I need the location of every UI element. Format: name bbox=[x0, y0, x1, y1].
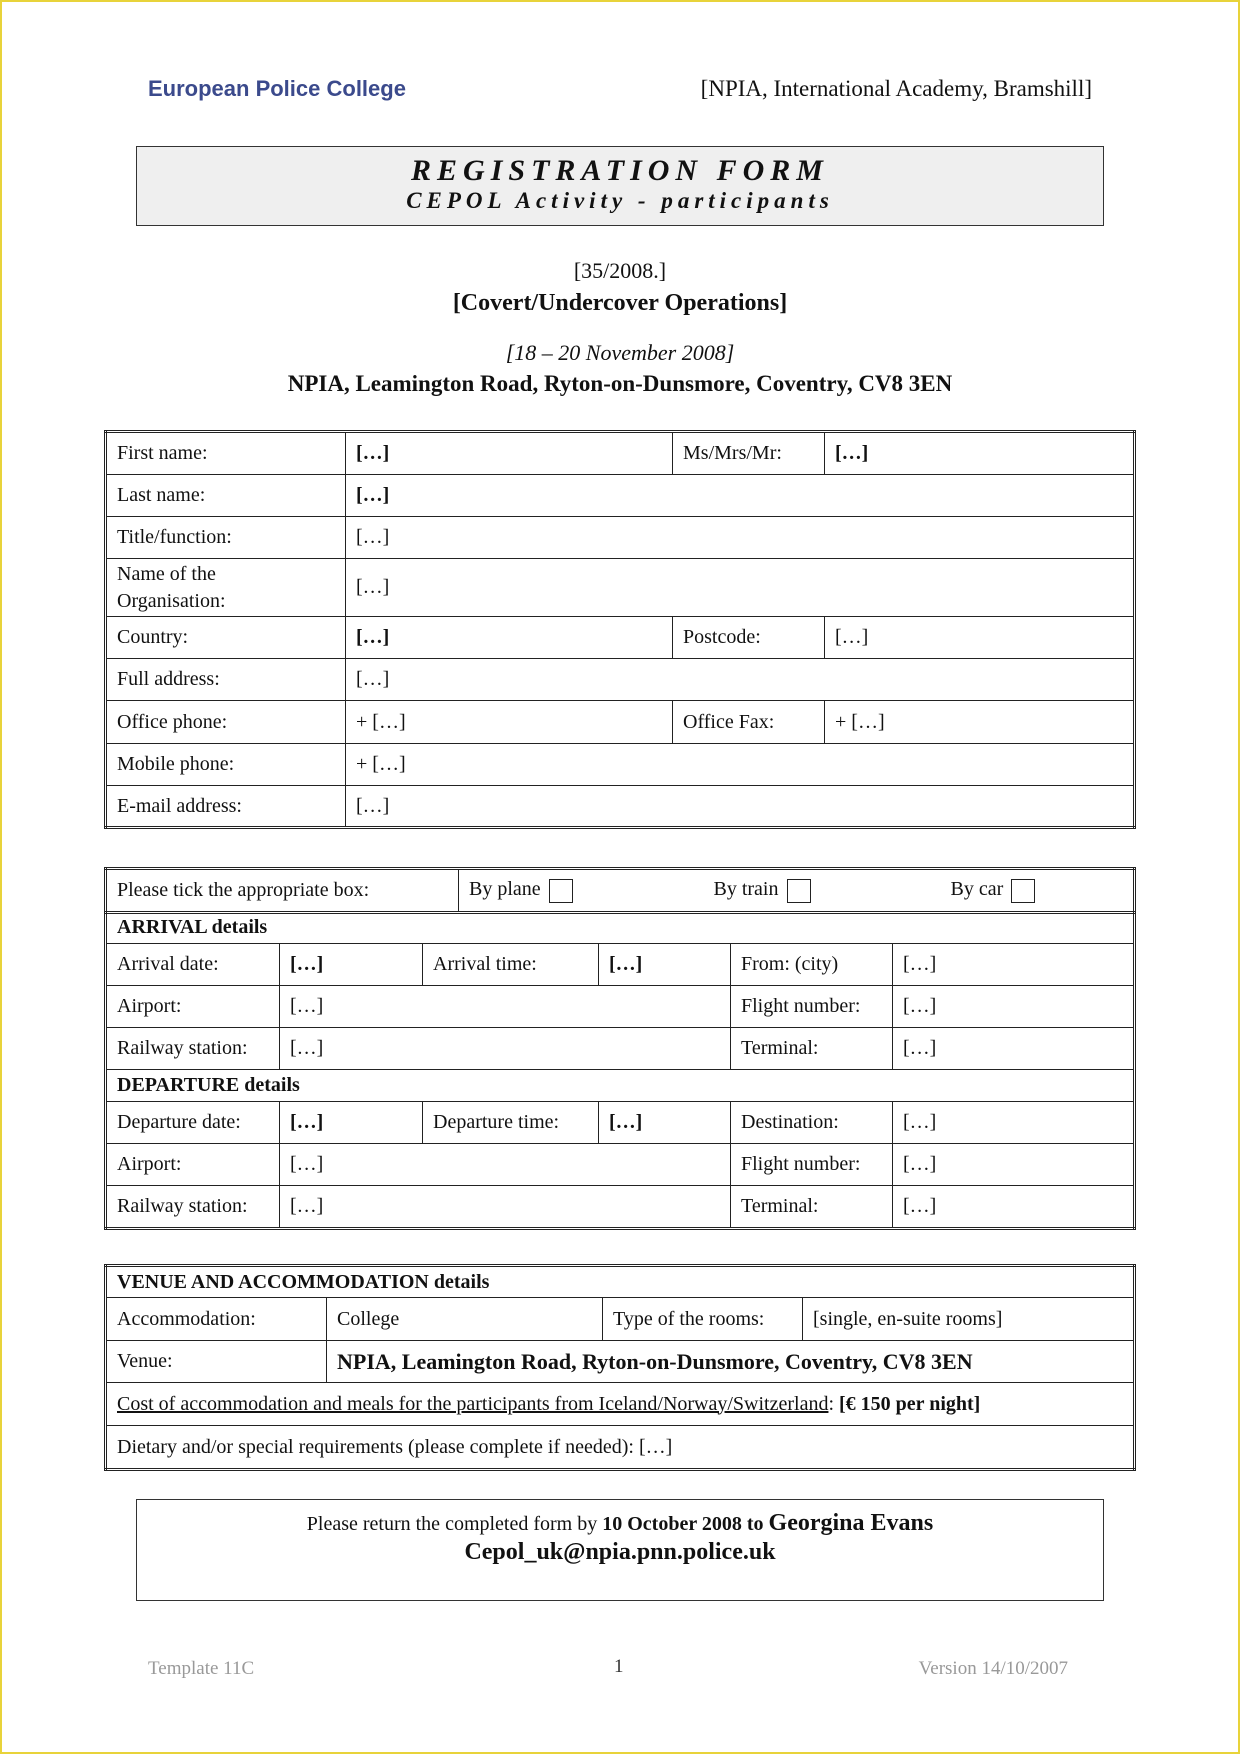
table-row bbox=[106, 432, 1135, 475]
organisation-label-line1: Name of the bbox=[117, 562, 216, 585]
host-institution: [NPIA, International Academy, Bramshill] bbox=[700, 76, 1092, 101]
table-row bbox=[106, 1383, 1135, 1426]
train-label: By train bbox=[713, 878, 779, 901]
footer-template: Template 11C bbox=[148, 1658, 255, 1679]
field-label: Flight number: bbox=[731, 986, 893, 1028]
field-label: Country: bbox=[106, 617, 346, 659]
form-title-box bbox=[136, 146, 1104, 226]
cost-value: [€ 150 per night] bbox=[839, 1392, 981, 1415]
cost-colon: : bbox=[828, 1392, 840, 1415]
table-row bbox=[106, 659, 1135, 701]
last-name-field[interactable]: […] bbox=[346, 475, 1135, 517]
field-label: E-mail address: bbox=[106, 786, 346, 828]
table-row bbox=[106, 1341, 1135, 1383]
field-label: Flight number: bbox=[731, 1144, 893, 1186]
form-title: REGISTRATION FORM bbox=[411, 154, 829, 187]
table-row bbox=[106, 559, 1135, 617]
field-label: Arrival time: bbox=[423, 944, 599, 986]
table-row bbox=[106, 1144, 1135, 1186]
return-contact: Georgina Evans bbox=[768, 1510, 934, 1536]
table-row bbox=[106, 912, 1135, 944]
departure-heading: DEPARTURE details bbox=[106, 1070, 1135, 1102]
table-row bbox=[106, 701, 1135, 744]
return-text: Please return the completed form by bbox=[306, 1513, 598, 1535]
departure-railway-field[interactable]: […] bbox=[280, 1186, 731, 1229]
field-label: Terminal: bbox=[731, 1028, 893, 1070]
field-label: Railway station: bbox=[106, 1028, 280, 1070]
field-label: Mobile phone: bbox=[106, 744, 346, 786]
table-row bbox=[106, 617, 1135, 659]
field-label: Railway station: bbox=[106, 1186, 280, 1229]
departure-flight-field[interactable]: […] bbox=[893, 1144, 1135, 1186]
arrival-date-field[interactable]: […] bbox=[280, 944, 423, 986]
accommodation-value: College bbox=[327, 1298, 603, 1341]
travel-mode-table bbox=[104, 867, 1136, 914]
from-city-field[interactable]: […] bbox=[893, 944, 1135, 986]
table-row bbox=[106, 944, 1135, 986]
arrival-time-field[interactable]: […] bbox=[599, 944, 731, 986]
office-phone-field[interactable]: + […] bbox=[346, 701, 673, 744]
field-label: Terminal: bbox=[731, 1186, 893, 1229]
field-label: Office Fax: bbox=[673, 701, 825, 744]
email-field[interactable]: […] bbox=[346, 786, 1135, 828]
table-row bbox=[106, 1070, 1135, 1102]
activity-code: [35/2008.] bbox=[573, 258, 667, 283]
field-label: Last name: bbox=[106, 475, 346, 517]
table-row bbox=[106, 786, 1135, 828]
footer-version: Version 14/10/2007 bbox=[918, 1658, 1068, 1679]
return-email[interactable]: Cepol_uk@npia.pnn.police.uk bbox=[464, 1539, 776, 1565]
dietary-field[interactable]: Dietary and/or special requirements (please complete if needed): […] bbox=[106, 1426, 1135, 1470]
field-label: Airport: bbox=[106, 986, 280, 1028]
organisation-label-line2: Organisation: bbox=[117, 589, 226, 612]
table-row bbox=[106, 1298, 1135, 1341]
return-line bbox=[137, 1510, 1103, 1537]
destination-field[interactable]: […] bbox=[893, 1102, 1135, 1144]
activity-location: NPIA, Leamington Road, Ryton-on-Dunsmore, Coventry, CV8 3EN bbox=[287, 371, 953, 396]
train-checkbox[interactable] bbox=[787, 879, 811, 903]
car-checkbox[interactable] bbox=[1011, 879, 1035, 903]
table-row bbox=[106, 744, 1135, 786]
table-row bbox=[106, 1186, 1135, 1229]
arrival-railway-field[interactable]: […] bbox=[280, 1028, 731, 1070]
field-label: Title/function: bbox=[106, 517, 346, 559]
mobile-phone-field[interactable]: + […] bbox=[346, 744, 1135, 786]
arrival-departure-table bbox=[104, 911, 1136, 1230]
option-car bbox=[941, 869, 1135, 913]
page-number: 1 bbox=[614, 1656, 624, 1677]
departure-airport-field[interactable]: […] bbox=[280, 1144, 731, 1186]
arrival-airport-field[interactable]: […] bbox=[280, 986, 731, 1028]
venue-heading: VENUE AND ACCOMMODATION details bbox=[106, 1266, 1135, 1298]
form-subtitle: CEPOL Activity - participants bbox=[406, 188, 834, 213]
field-label: Departure time: bbox=[423, 1102, 599, 1144]
salutation-field[interactable]: […] bbox=[825, 432, 1135, 475]
venue-table bbox=[104, 1264, 1136, 1471]
field-label: Arrival date: bbox=[106, 944, 280, 986]
plane-label: By plane bbox=[469, 878, 541, 901]
country-field[interactable]: […] bbox=[346, 617, 673, 659]
table-row bbox=[106, 1102, 1135, 1144]
arrival-terminal-field[interactable]: […] bbox=[893, 1028, 1135, 1070]
field-label: Full address: bbox=[106, 659, 346, 701]
departure-date-field[interactable]: […] bbox=[280, 1102, 423, 1144]
field-label: First name: bbox=[106, 432, 346, 475]
table-row bbox=[106, 475, 1135, 517]
organisation-name: European Police College bbox=[148, 76, 406, 101]
cost-label: Cost of accommodation and meals for the participants from Iceland/Norway/Switzerland bbox=[117, 1392, 829, 1415]
postcode-field[interactable]: […] bbox=[825, 617, 1135, 659]
activity-dates: [18 – 20 November 2008] bbox=[505, 340, 735, 365]
car-label: By car bbox=[950, 878, 1004, 901]
field-label: Destination: bbox=[731, 1102, 893, 1144]
table-row bbox=[106, 517, 1135, 559]
field-label: Office phone: bbox=[106, 701, 346, 744]
field-label: Accommodation: bbox=[106, 1298, 327, 1341]
plane-checkbox[interactable] bbox=[549, 879, 573, 903]
field-label: Airport: bbox=[106, 1144, 280, 1186]
table-row bbox=[106, 1028, 1135, 1070]
title-function-field[interactable]: […] bbox=[346, 517, 1135, 559]
arrival-heading: ARRIVAL details bbox=[106, 912, 1135, 944]
field-label: Departure date: bbox=[106, 1102, 280, 1144]
arrival-flight-field[interactable]: […] bbox=[893, 986, 1135, 1028]
field-label: Postcode: bbox=[673, 617, 825, 659]
tick-instruction: Please tick the appropriate box: bbox=[106, 869, 459, 913]
departure-terminal-field[interactable]: […] bbox=[893, 1186, 1135, 1229]
return-instructions-box bbox=[136, 1499, 1104, 1601]
field-label: Type of the rooms: bbox=[603, 1298, 803, 1341]
first-name-field[interactable]: […] bbox=[346, 432, 673, 475]
activity-name: [Covert/Undercover Operations] bbox=[452, 290, 788, 316]
room-type-value: [single, en-suite rooms] bbox=[803, 1298, 1135, 1341]
organisation-field[interactable]: […] bbox=[346, 559, 1135, 617]
option-plane bbox=[459, 869, 704, 913]
field-label: Ms/Mrs/Mr: bbox=[673, 432, 825, 475]
field-label bbox=[106, 559, 346, 617]
table-row bbox=[106, 986, 1135, 1028]
field-label: Venue: bbox=[106, 1341, 327, 1383]
table-row bbox=[106, 1266, 1135, 1298]
venue-value: NPIA, Leamington Road, Ryton-on-Dunsmore, Coventry, CV8 3EN bbox=[327, 1341, 1135, 1383]
address-field[interactable]: […] bbox=[346, 659, 1135, 701]
departure-time-field[interactable]: […] bbox=[599, 1102, 731, 1144]
table-row bbox=[106, 869, 1135, 913]
option-train bbox=[704, 869, 941, 913]
field-label: From: (city) bbox=[731, 944, 893, 986]
cost-row bbox=[106, 1383, 1135, 1426]
return-deadline: 10 October 2008 to bbox=[602, 1513, 764, 1535]
personal-details-table bbox=[104, 430, 1136, 829]
office-fax-field[interactable]: + […] bbox=[825, 701, 1135, 744]
table-row bbox=[106, 1426, 1135, 1470]
